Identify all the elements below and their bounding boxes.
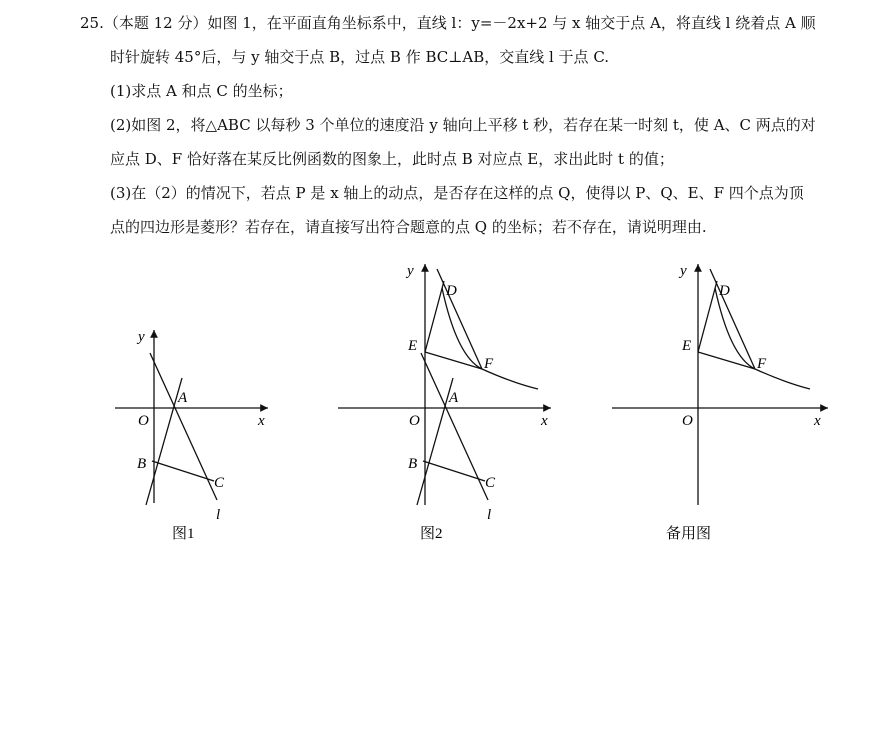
problem-line-2: 时针旋转 45°后，与 y 轴交于点 B，过点 B 作 BC⊥AB，交直线 l 于点 C. xyxy=(110,48,610,66)
point-b-label: B xyxy=(137,456,147,472)
figure-1-caption: 图1 xyxy=(172,526,195,542)
figure-2-caption: 图2 xyxy=(420,526,443,542)
origin-label: O xyxy=(682,413,693,429)
point-e-label: E xyxy=(682,338,692,354)
point-b-label: B xyxy=(408,456,418,472)
origin-label: O xyxy=(409,413,420,429)
point-c-label: C xyxy=(485,475,496,491)
point-d-label: D xyxy=(446,283,457,299)
segment-bc xyxy=(423,461,485,481)
line-l xyxy=(150,353,217,500)
question-3-line-2: 点的四边形是菱形？若存在，请直接写出符合题意的点 Q 的坐标；若不存在，请说明理由. xyxy=(110,218,707,236)
point-f-label: F xyxy=(757,356,767,372)
point-d-label: D xyxy=(719,283,730,299)
question-1: (1)求点 A 和点 C 的坐标； xyxy=(110,82,293,100)
question-3-line-1: (3)在（2）的情况下，若点 P 是 x 轴上的动点，是否存在这样的点 Q，使得以 P、Q、E、F 四个点为顶 xyxy=(110,184,804,202)
point-c-label: C xyxy=(214,475,225,491)
rotated-line xyxy=(417,378,453,505)
segment-ed xyxy=(698,281,717,352)
origin-label: O xyxy=(138,413,149,429)
y-label: y xyxy=(138,329,145,345)
segment-ef xyxy=(698,352,755,369)
line-l-label: l xyxy=(216,507,221,523)
point-a-label: A xyxy=(178,390,188,406)
point-a-label: A xyxy=(449,390,459,406)
point-f-label: F xyxy=(484,356,494,372)
figure-2 xyxy=(335,255,560,545)
problem-text xyxy=(80,6,870,244)
segment-bc xyxy=(152,461,214,481)
y-label: y xyxy=(680,263,687,279)
line-l xyxy=(421,353,488,500)
rotated-line xyxy=(146,378,182,505)
segment-ef xyxy=(425,352,482,369)
x-label: x xyxy=(541,413,548,429)
line-l-label: l xyxy=(487,507,492,523)
inverse-curve xyxy=(715,288,810,389)
segment-df xyxy=(710,269,755,369)
figure-1 xyxy=(110,255,280,545)
question-2-line-2: 应点 D、F 恰好落在某反比例函数的图象上，此时点 B 对应点 E，求出此时 t 的值； xyxy=(110,150,674,168)
segment-df xyxy=(437,269,482,369)
figure-spare xyxy=(610,255,835,545)
segment-ed xyxy=(425,281,444,352)
problem-line-1: 25.（本题 12 分）如图 1，在平面直角坐标系中，直线 l：y=－2x+2 与 x 轴交于点 A，将直线 l 绕着点 A 顺 xyxy=(80,14,816,32)
figure-spare-caption: 备用图 xyxy=(666,526,712,542)
x-label: x xyxy=(258,413,265,429)
point-e-label: E xyxy=(408,338,418,354)
question-2-line-1: (2)如图 2，将△ABC 以每秒 3 个单位的速度沿 y 轴向上平移 t 秒，若存在某一时刻 t，使 A、C 两点的对 xyxy=(110,116,816,134)
y-label: y xyxy=(407,263,414,279)
inverse-curve xyxy=(442,288,538,389)
x-label: x xyxy=(814,413,821,429)
